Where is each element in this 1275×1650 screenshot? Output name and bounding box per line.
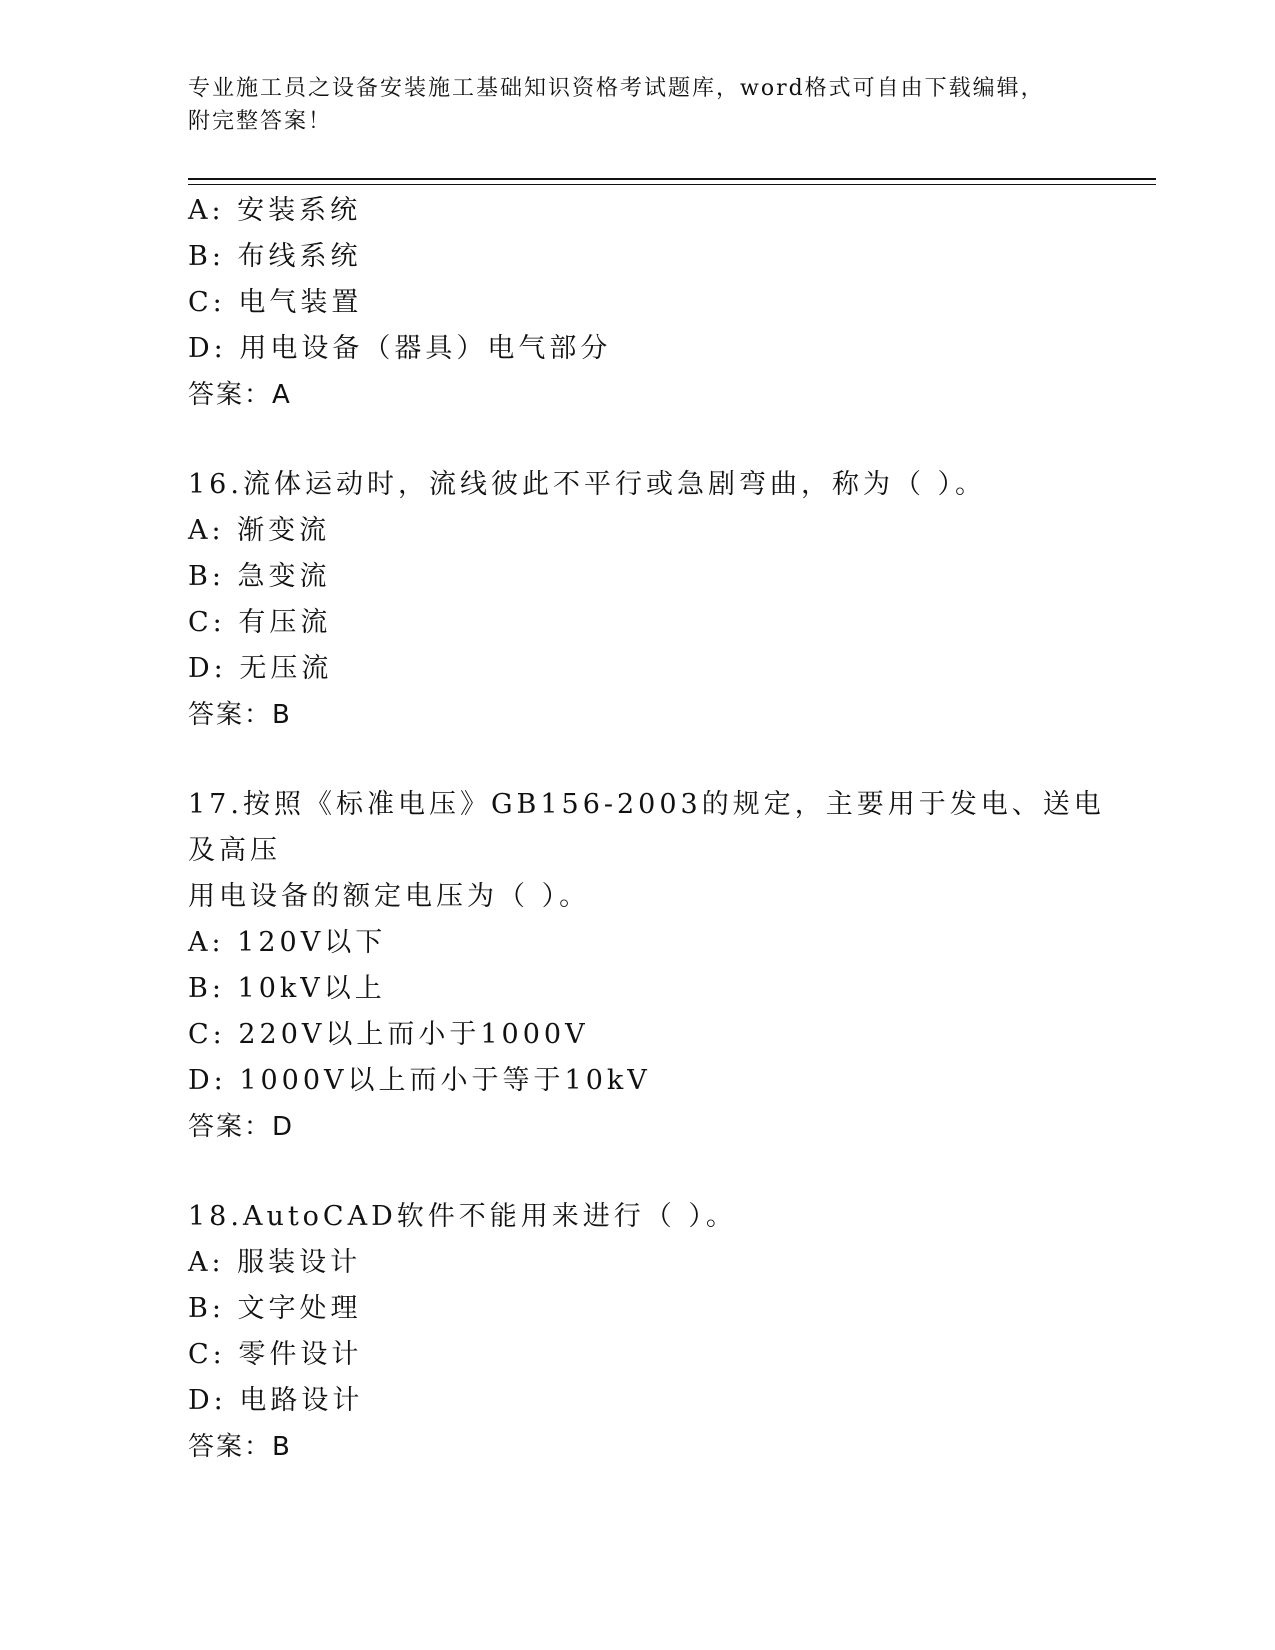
answer: 答案：B <box>188 700 292 730</box>
header-line-1: 专业施工员之设备安装施工基础知识资格考试题库，word格式可自由下载编辑， <box>188 76 1045 101</box>
document-header <box>188 72 1068 138</box>
option-a: A: 渐变流 <box>188 515 331 546</box>
question-18 <box>188 1194 1118 1470</box>
option-a: A: 服装设计 <box>188 1247 362 1278</box>
answer: 答案：B <box>188 1432 292 1462</box>
option-c: C: 220V以上而小于1000V <box>188 1019 589 1050</box>
question-stem: 18.AutoCAD软件不能用来进行（ ）。 <box>188 1201 737 1232</box>
option-b: B: 急变流 <box>188 561 331 592</box>
option-d: D: 无压流 <box>188 653 333 684</box>
header-divider-top <box>188 178 1156 180</box>
option-c: C: 零件设计 <box>188 1339 363 1370</box>
header-divider-bottom <box>188 184 1156 185</box>
question-stem-line-2: 用电设备的额定电压为（ ）。 <box>188 881 591 912</box>
option-a: A: 安装系统 <box>188 195 362 226</box>
question-stem-line-1: 17.按照《标准电压》GB156-2003的规定，主要用于发电、送电及高压 <box>188 789 1105 866</box>
question-stem: 16.流体运动时，流线彼此不平行或急剧弯曲，称为（ ）。 <box>188 469 987 500</box>
option-c: C: 电气装置 <box>188 287 363 318</box>
option-b: B: 布线系统 <box>188 241 362 272</box>
option-d: D: 用电设备（器具）电气部分 <box>188 333 612 364</box>
answer: 答案：D <box>188 1112 295 1142</box>
question-15 <box>188 188 1118 418</box>
option-d: D: 1000V以上而小于等于10kV <box>188 1065 651 1096</box>
option-b: B: 10kV以上 <box>188 973 386 1004</box>
question-list <box>188 188 1118 1470</box>
answer: 答案：A <box>188 380 292 410</box>
option-a: A: 120V以下 <box>188 927 387 958</box>
option-d: D: 电路设计 <box>188 1385 364 1416</box>
header-line-2: 附完整答案！ <box>188 109 333 134</box>
option-c: C: 有压流 <box>188 607 332 638</box>
question-17 <box>188 782 1118 1150</box>
option-b: B: 文字处理 <box>188 1293 362 1324</box>
question-16 <box>188 462 1118 738</box>
